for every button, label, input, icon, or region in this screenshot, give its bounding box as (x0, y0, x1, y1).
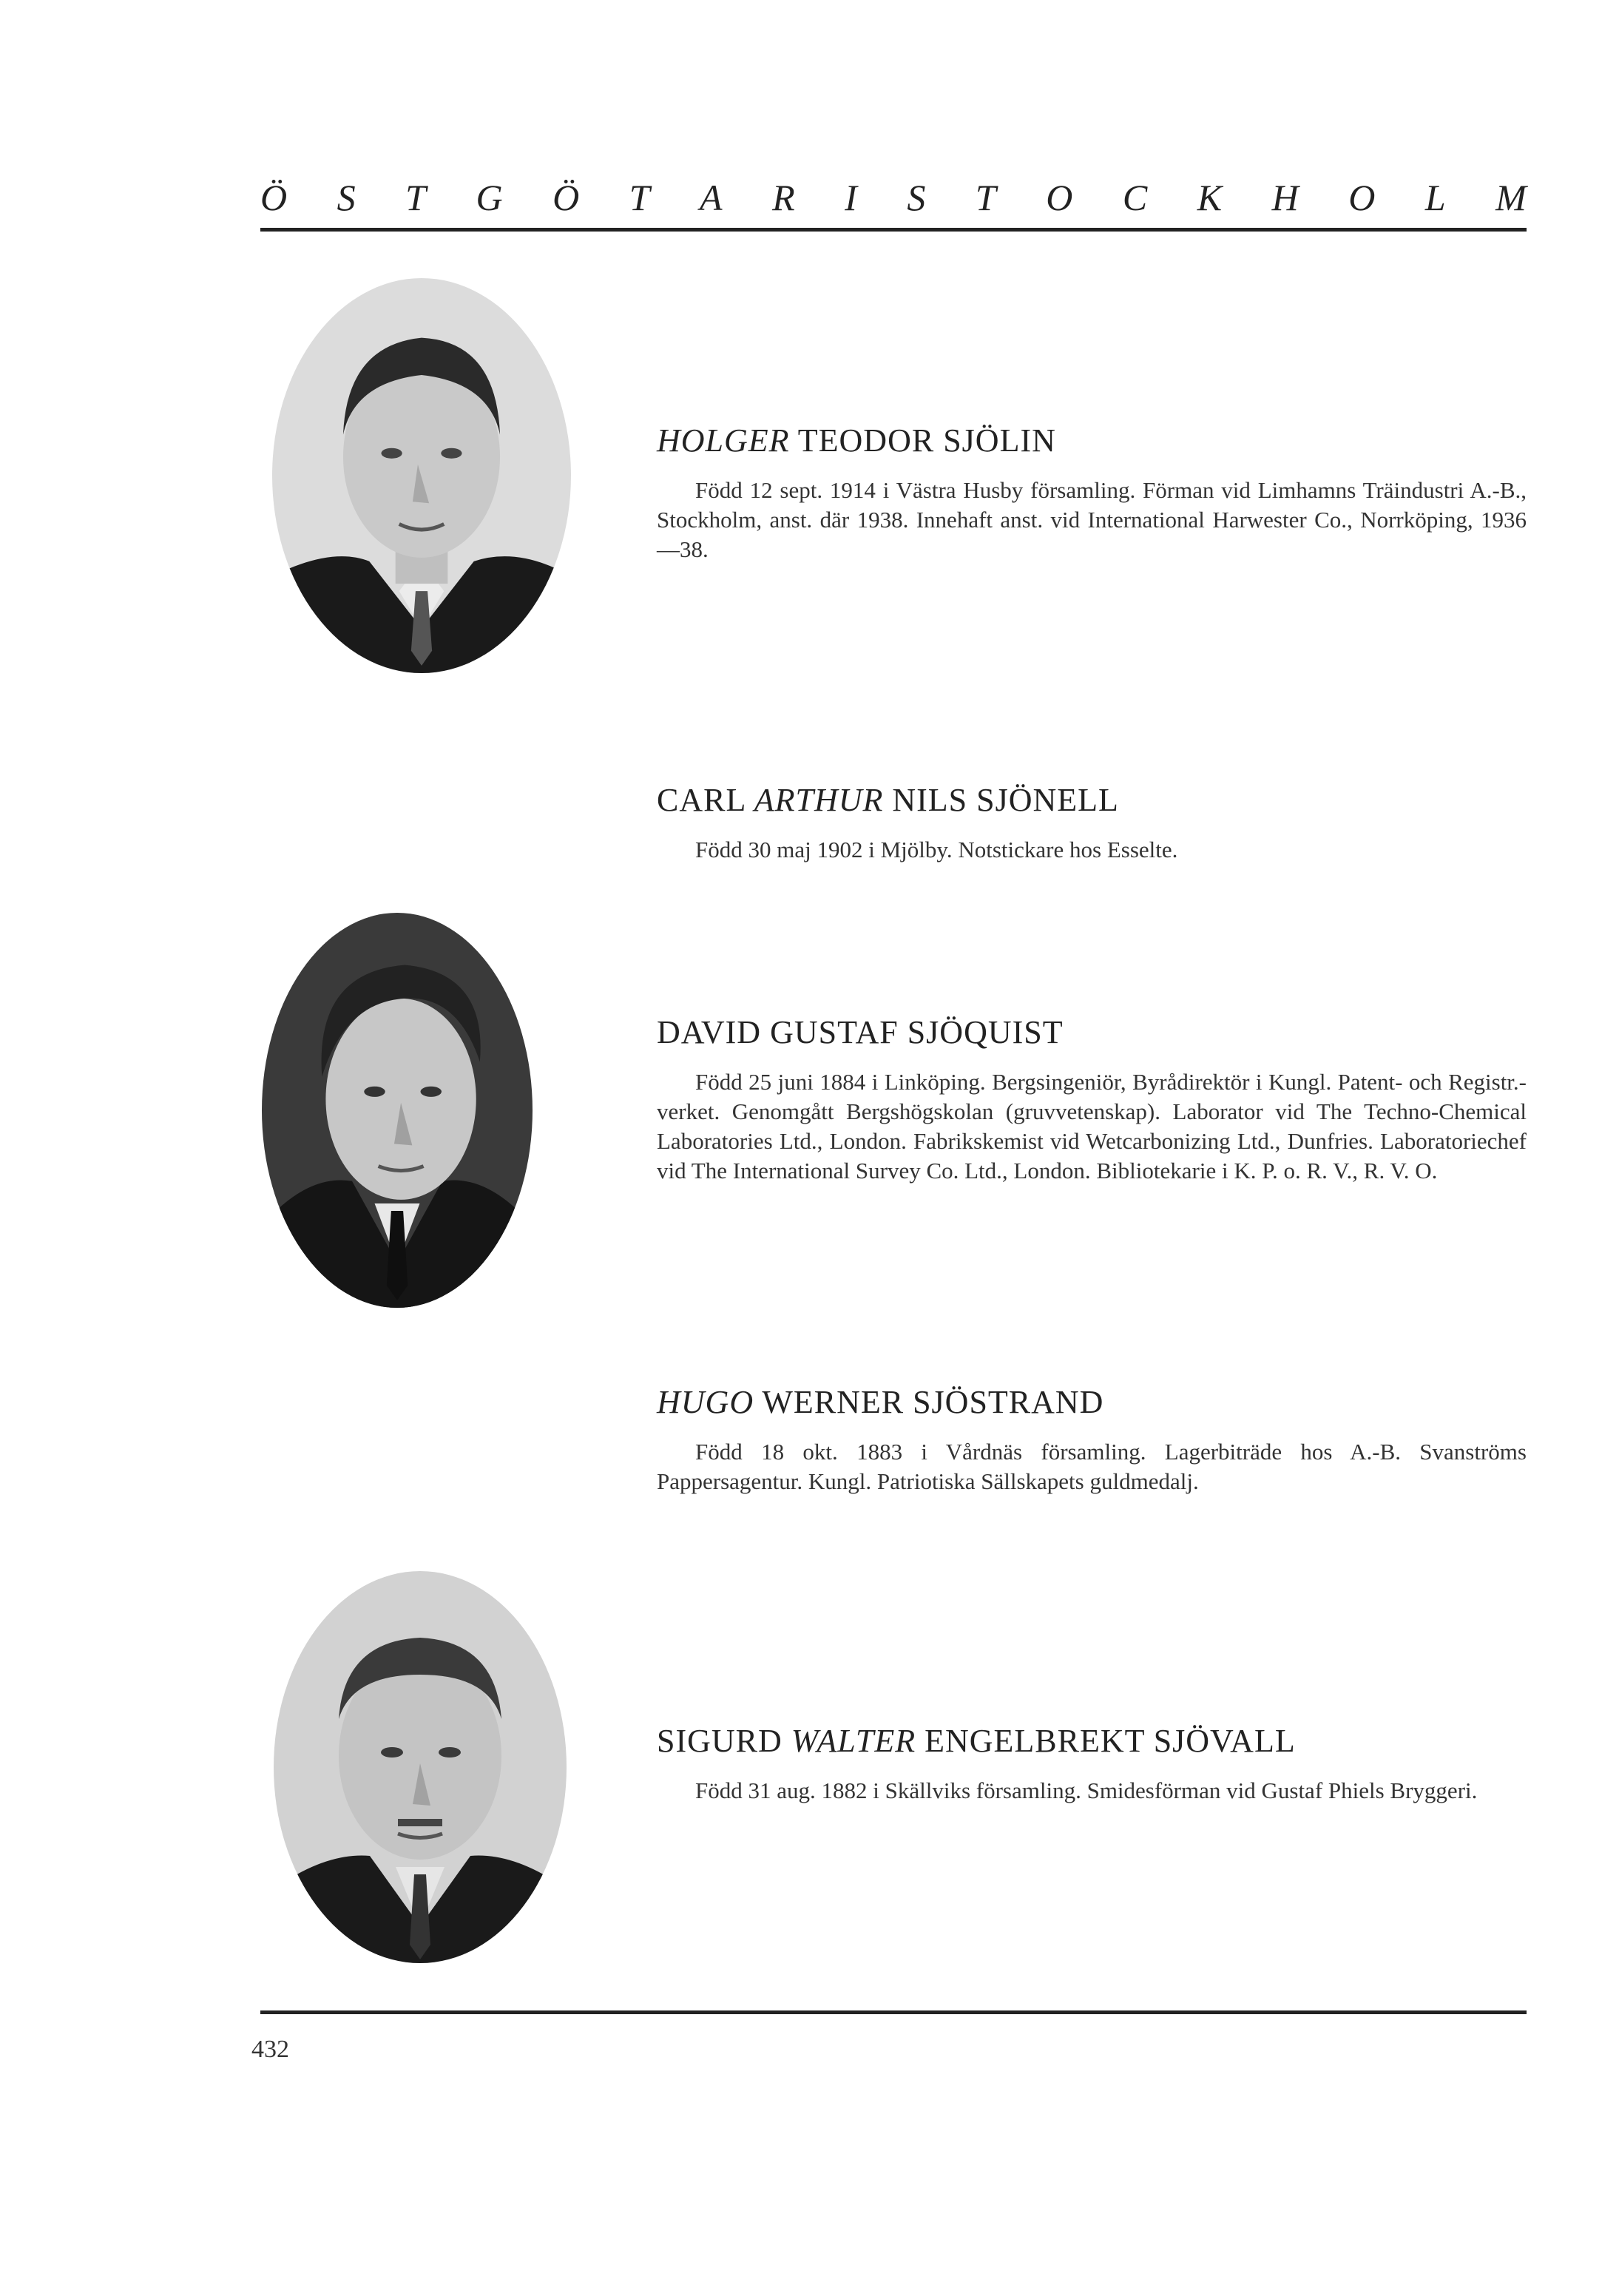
footer-rule (260, 2010, 1527, 2014)
header-letter: C (1122, 177, 1148, 218)
portrait-photo (274, 1571, 567, 1963)
header-letter: T (629, 177, 650, 218)
entry-hugo-sjostrand (657, 1383, 1527, 1496)
entry-david-sjoquist (657, 1013, 1527, 1186)
entry-name (657, 422, 1527, 459)
entry-name (657, 1722, 1527, 1760)
header-letter: M (1495, 177, 1527, 218)
name-part: HUGO (657, 1384, 754, 1420)
name-part: ENGELBREKT SJÖVALL (916, 1723, 1296, 1759)
header-letter: H (1271, 177, 1299, 218)
portrait-photo (272, 278, 571, 673)
name-part: NILS SJÖNELL (883, 782, 1119, 818)
entry-bio: Född 18 okt. 1883 i Vårdnäs församling. Lagerbiträde hos A.-B. Svanströms Pappersagentur. Kungl. Patriotiska Sällskapets guldmedalj. (657, 1439, 1527, 1494)
portrait-walter-sjovall (274, 1571, 567, 1963)
running-header (260, 176, 1527, 219)
header-letter: A (700, 177, 723, 218)
entry-bio: Född 25 juni 1884 i Linköping. Bergsingeniör, Byrådirektör i Kungl. Patent- och Registr.-verket. Genomgått Bergshögskolan (gruvvetenskap). Laborator vid The Techno-Chemical Laboratories Ltd., London. Fabrikskemist vid Wetcarbonizing Ltd., Dunfries. Laboratoriechef vid The International Survey Co. Ltd., London. Bibliotekarie i K. P. o. R. V., R. V. O. (657, 1069, 1527, 1184)
header-letter: R (772, 177, 795, 218)
header-letter: O (1046, 177, 1073, 218)
header-rule (260, 228, 1527, 232)
entry-name (657, 1013, 1527, 1051)
entry-bio: Född 31 aug. 1882 i Skällviks församling. Smidesförman vid Gustaf Phiels Bryggeri. (695, 1777, 1478, 1803)
entry-name (657, 781, 1527, 819)
page-number: 432 (251, 2036, 289, 2063)
header-letter: I (845, 177, 857, 218)
name-part: TEODOR SJÖLIN (789, 422, 1056, 459)
header-letter: O (1348, 177, 1376, 218)
name-part: WALTER (791, 1723, 916, 1759)
entry-holger-sjolin (657, 422, 1527, 564)
portrait-photo (262, 913, 533, 1308)
header-letter: Ö (552, 177, 580, 218)
header-letter: S (907, 177, 926, 218)
entry-bio: Född 30 maj 1902 i Mjölby. Notstickare hos Esselte. (695, 837, 1178, 862)
entry-arthur-sjonell (657, 781, 1527, 865)
name-part: WERNER SJÖSTRAND (754, 1384, 1104, 1420)
name-part: SIGURD (657, 1723, 791, 1759)
header-letter: K (1197, 177, 1223, 218)
portrait-david-sjoquist (262, 913, 533, 1308)
header-letter: Ö (260, 177, 288, 218)
header-letter: S (337, 177, 356, 218)
entry-walter-sjovall (657, 1722, 1527, 1806)
entry-name (657, 1383, 1527, 1421)
entry-bio: Född 12 sept. 1914 i Västra Husby församling. Förman vid Limhamns Träindustri A.-B., Stockholm, anst. där 1938. Innehaft anst. vid International Harwester Co., Norrköping, 1936—38. (657, 477, 1527, 562)
portrait-holger-sjolin (272, 278, 571, 673)
name-part: CARL (657, 782, 754, 818)
header-letter: T (405, 177, 426, 218)
name-part: ARTHUR (754, 782, 884, 818)
header-letter: G (476, 177, 503, 218)
name-part: HOLGER (657, 422, 790, 459)
name-part: DAVID GUSTAF SJÖQUIST (657, 1014, 1064, 1050)
header-letter: T (975, 177, 996, 218)
header-letter: L (1424, 177, 1446, 218)
